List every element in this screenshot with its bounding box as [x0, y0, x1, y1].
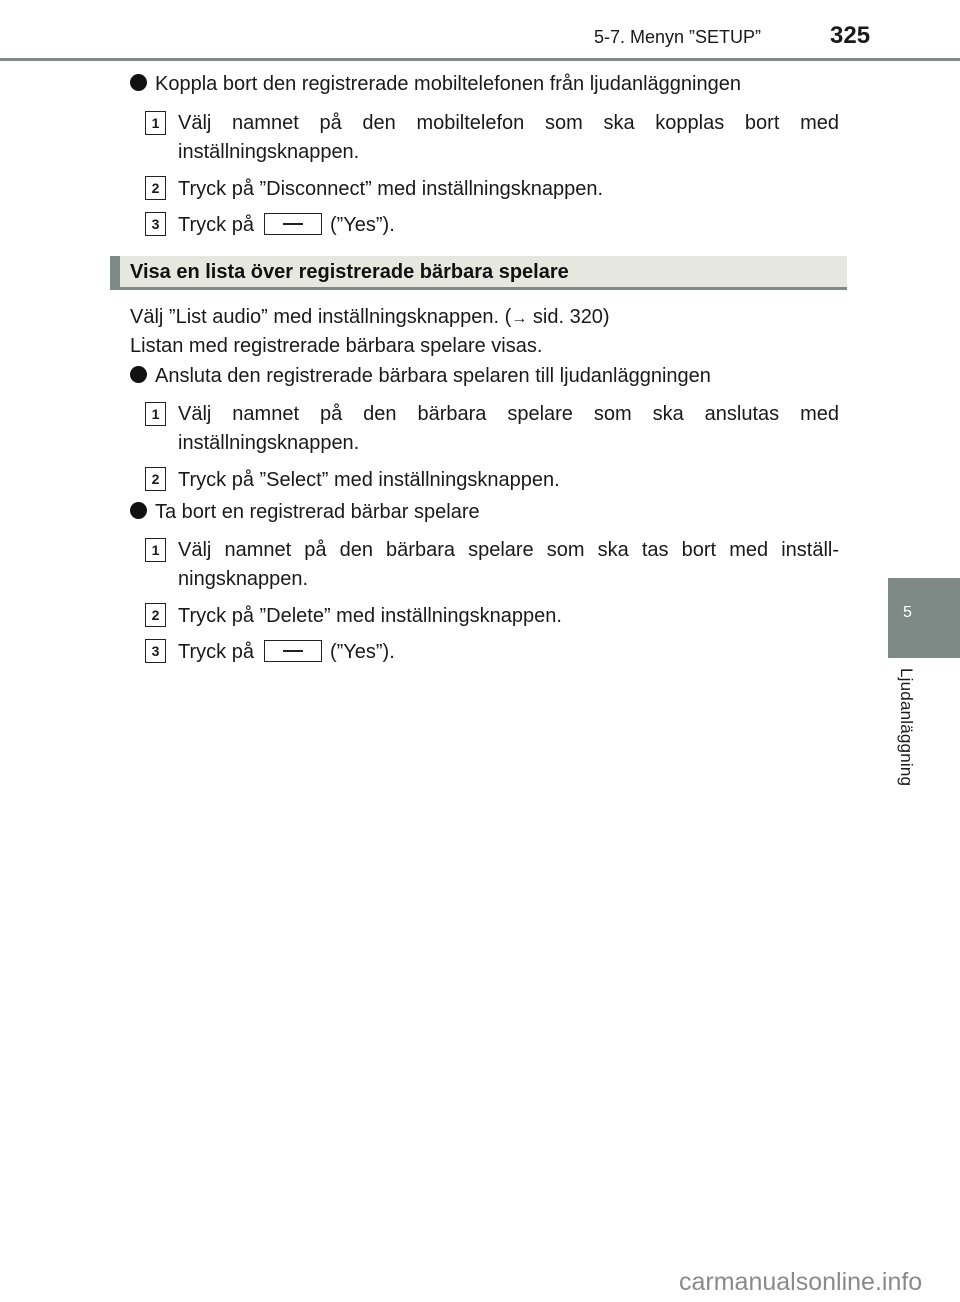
section-heading-text: Visa en lista över registrerade bärbara spelare — [130, 261, 569, 283]
step-text-post: (”Yes”). — [329, 214, 395, 236]
step-text: Tryck på ”Delete” med inställningsknappen. — [178, 605, 562, 627]
section-heading — [110, 256, 847, 290]
intro-text: Välj ”List audio” med inställningsknappen. ( — [130, 306, 512, 328]
step-text-cont: inställningsknappen. — [178, 432, 360, 454]
chapter-number: 5 — [903, 604, 912, 621]
step-text-post: (”Yes”). — [329, 641, 395, 663]
step-text-cont: inställningsknappen. — [178, 141, 360, 163]
bullet-heading-text: Koppla bort den registrerade mobiltelefonen från ljudanläggningen — [155, 73, 741, 95]
chapter-label: Ljudanläggning — [897, 668, 916, 787]
header-section-title: 5-7. Menyn ”SETUP” — [594, 27, 762, 47]
step-number-1: 1 — [145, 402, 166, 426]
step-number-2: 2 — [145, 467, 166, 491]
step-number-3: 3 — [145, 212, 166, 236]
step-text: Tryck på ”Disconnect” med inställningsknappen. — [178, 178, 604, 200]
step-text — [178, 213, 395, 237]
step-text — [178, 640, 395, 664]
step-text: Tryck på ”Select” med inställningsknappen. — [178, 469, 560, 491]
step-text-cont: ningsknappen. — [178, 568, 309, 590]
step-number-1: 1 — [145, 538, 166, 562]
bullet-heading-text: Ansluta den registrerade bärbara spelaren till ljudanläggningen — [155, 365, 711, 387]
watermark: carmanualsonline.info — [679, 1268, 923, 1296]
dash-button-icon — [264, 213, 322, 235]
step-number-3: 3 — [145, 639, 166, 663]
arrow-right-icon: → — [511, 310, 528, 327]
header-rule — [0, 58, 960, 61]
step-number-2: 2 — [145, 176, 166, 200]
page-reference: sid. 320) — [527, 306, 610, 328]
bullet-icon — [130, 502, 147, 519]
bullet-heading-disconnect-phone — [130, 72, 741, 96]
bullet-icon — [130, 74, 147, 91]
step-text: Välj namnet på den mobiltelefon som ska kopplas bort med — [178, 112, 839, 134]
chapter-tab — [888, 578, 960, 658]
step-number-1: 1 — [145, 111, 166, 135]
section-intro-line2: Listan med registrerade bärbara spelare visas. — [130, 335, 543, 357]
step-text: Välj namnet på den bärbara spelare som ska tas bort med inställ- — [178, 539, 839, 561]
bullet-heading-delete-player — [130, 500, 480, 524]
step-text: Välj namnet på den bärbara spelare som ska anslutas med — [178, 403, 839, 425]
step-text-pre: Tryck på — [178, 641, 254, 663]
step-number-2: 2 — [145, 603, 166, 627]
step-text-pre: Tryck på — [178, 214, 254, 236]
bullet-heading-text: Ta bort en registrerad bärbar spelare — [155, 501, 480, 523]
bullet-heading-connect-player — [130, 364, 711, 388]
section-intro-line1 — [130, 305, 610, 331]
bullet-icon — [130, 366, 147, 383]
dash-button-icon — [264, 640, 322, 662]
page-number: 325 — [830, 22, 871, 49]
